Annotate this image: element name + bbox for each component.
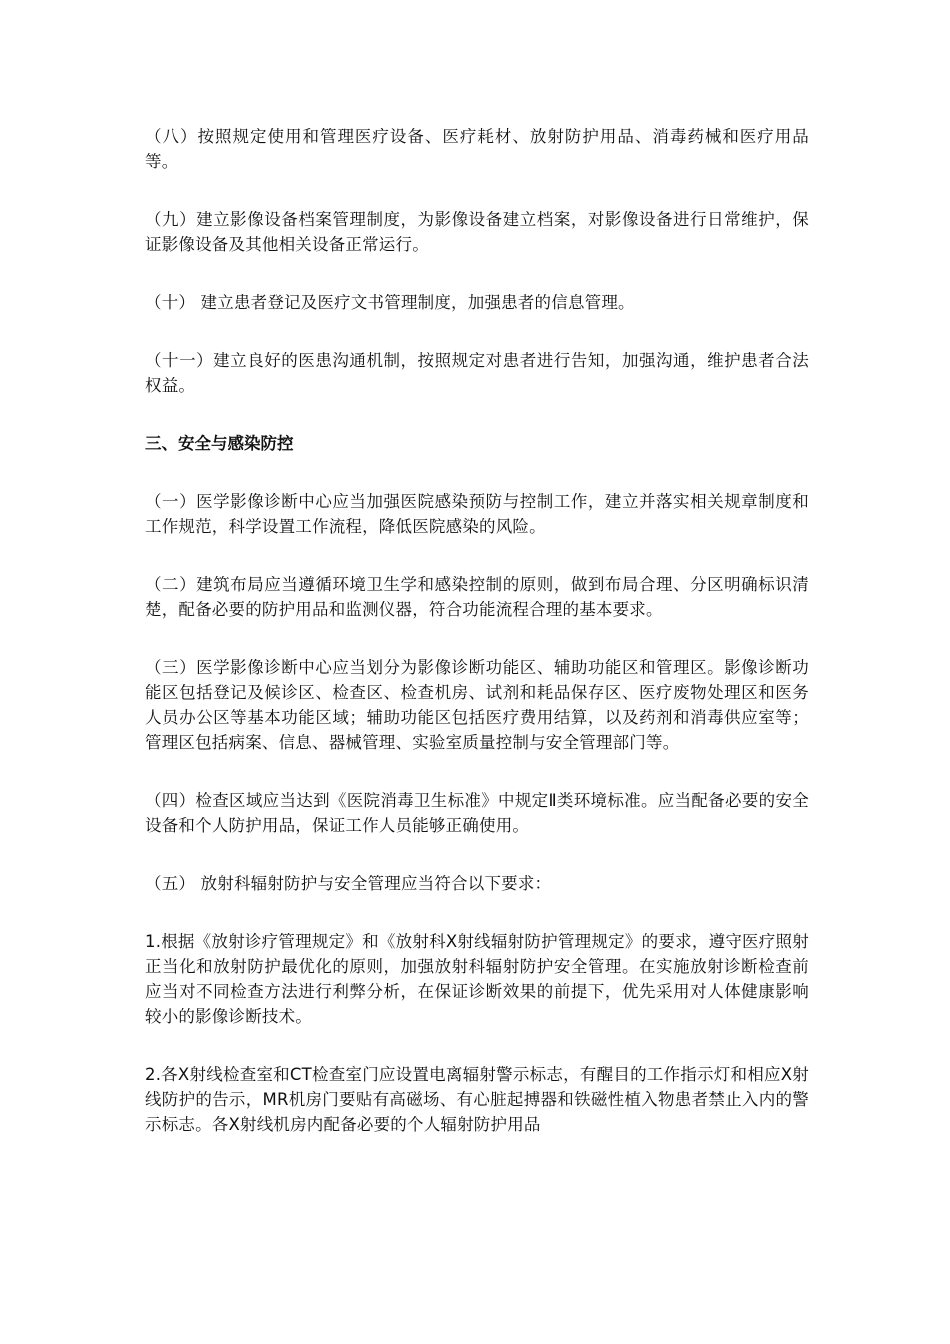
paragraph-8: （八）按照规定使用和管理医疗设备、医疗耗材、放射防护用品、消毒药械和医疗用品等。 [145, 127, 809, 171]
paragraph-11: （十一）建立良好的医患沟通机制，按照规定对患者进行告知，加强沟通，维护患者合法权益。 [145, 351, 809, 395]
section-item-1: 1.根据《放射诊疗管理规定》和《放射科X射线辐射防护管理规定》的要求，遵守医疗照射正当化和放射防护最优化的原则，加强放射科辐射防护安全管理。在实施放射诊断检查前应当对不同检查方法进行利弊分析，在保证诊断效果的前提下，优先采用对人体健康影响较小的影像诊断技术。 [145, 932, 809, 1026]
section-paragraph-5: （五） 放射科辐射防护与安全管理应当符合以下要求： [145, 874, 552, 893]
section-paragraph-3: （三）医学影像诊断中心应当划分为影像诊断功能区、辅助功能区和管理区。影像诊断功能区包括登记及候诊区、检查区、检查机房、试剂和耗品保存区、医疗废物处理区和医务人员办公区等基本功能区域；辅助功能区包括医疗费用结算，以及药剂和消毒供应室等；管理区包括病案、信息、器械管理、实验室质量控制与安全管理部门等。 [145, 658, 809, 752]
document-page [145, 124, 809, 1170]
section-heading: 三、安全与感染防控 [145, 434, 294, 453]
section-paragraph-4: （四）检查区域应当达到《医院消毒卫生标准》中规定Ⅱ类环境标准。应当配备必要的安全设备和个人防护用品，保证工作人员能够正确使用。 [145, 791, 809, 835]
section-paragraph-1: （一）医学影像诊断中心应当加强医院感染预防与控制工作，建立并落实相关规章制度和工作规范，科学设置工作流程，降低医院感染的风险。 [145, 492, 809, 536]
section-paragraph-2: （二）建筑布局应当遵循环境卫生学和感染控制的原则，做到布局合理、分区明确标识清楚，配备必要的防护用品和监测仪器，符合功能流程合理的基本要求。 [145, 575, 809, 619]
paragraph-10: （十） 建立患者登记及医疗文书管理制度，加强患者的信息管理。 [145, 293, 635, 312]
section-item-2: 2.各X射线检查室和CT检查室门应设置电离辐射警示标志，有醒目的工作指示灯和相应X射线防护的告示，MR机房门要贴有高磁场、有心脏起搏器和铁磁性植入物患者禁止入内的警示标志。各X射线机房内配备必要的个人辐射防护用品 [145, 1065, 809, 1134]
paragraph-9: （九）建立影像设备档案管理制度，为影像设备建立档案，对影像设备进行日常维护，保证影像设备及其他相关设备正常运行。 [145, 210, 809, 254]
